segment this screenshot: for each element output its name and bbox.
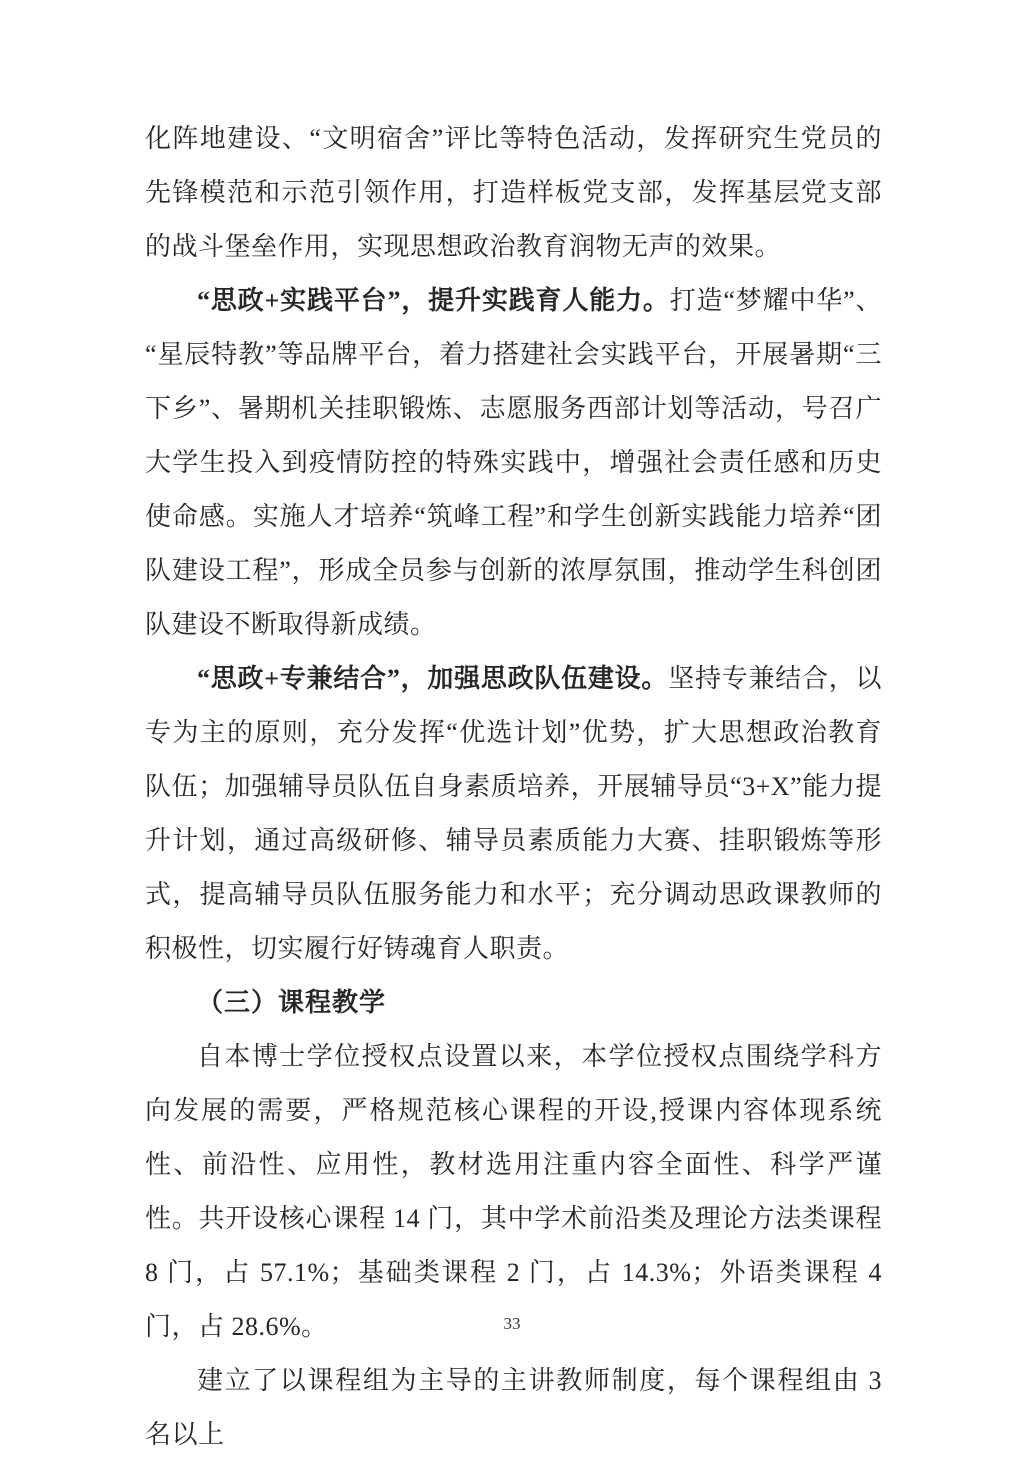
paragraph-text: 化阵地建设、“文明宿舍”评比等特色活动，发挥研究生党员的先锋模范和示范引领作用，打造样板党支部，发挥基层党支部的战斗堡垒作用，实现思想政治教育润物无声的效果。 (145, 124, 882, 261)
paragraph-text: 建立了以课程组为主导的主讲教师制度，每个课程组由 3 名以上 (145, 1366, 882, 1449)
paragraph-text: 自本博士学位授权点设置以来，本学位授权点围绕学科方向发展的需要，严格规范核心课程的开设,授课内容体现系统性、前沿性、应用性，教材选用注重内容全面性、科学严谨性。共开设核心课程 14 门，其中学术前沿类及理论方法类课程 8 门，占 57.1%；基础类课程 2 门，占 14.3%；外语类课程 4 门，占 28.6%。 (145, 1042, 882, 1341)
paragraph (145, 274, 882, 652)
paragraph-lead: “思政+专兼结合”，加强思政队伍建设。 (197, 664, 669, 693)
document-content (145, 112, 882, 1462)
paragraph (145, 112, 882, 274)
section-heading (145, 976, 882, 1030)
paragraph (145, 1030, 882, 1354)
paragraph (145, 1354, 882, 1462)
paragraph-lead: “思政+实践平台”，提升实践育人能力。 (197, 286, 670, 315)
paragraph (145, 652, 882, 976)
paragraph-text: （三）课程教学 (197, 988, 387, 1017)
page-number: 33 (503, 1314, 521, 1333)
paragraph-text: 打造“梦耀中华”、“星辰特教”等品牌平台，着力搭建社会实践平台，开展暑期“三下乡”、暑期机关挂职锻炼、志愿服务西部计划等活动，号召广大学生投入到疫情防控的特殊实践中，增强社会责任感和历史使命感。实施人才培养“筑峰工程”和学生创新实践能力培养“团队建设工程”，形成全员参与创新的浓厚氛围，推动学生科创团队建设不断取得新成绩。 (145, 286, 882, 639)
paragraph-text: 坚持专兼结合，以专为主的原则，充分发挥“优选计划”优势，扩大思想政治教育队伍；加强辅导员队伍自身素质培养，开展辅导员“3+X”能力提升计划，通过高级研修、辅导员素质能力大赛、挂职锻炼等形式，提高辅导员队伍服务能力和水平；充分调动思政课教师的积极性，切实履行好铸魂育人职责。 (145, 664, 882, 963)
